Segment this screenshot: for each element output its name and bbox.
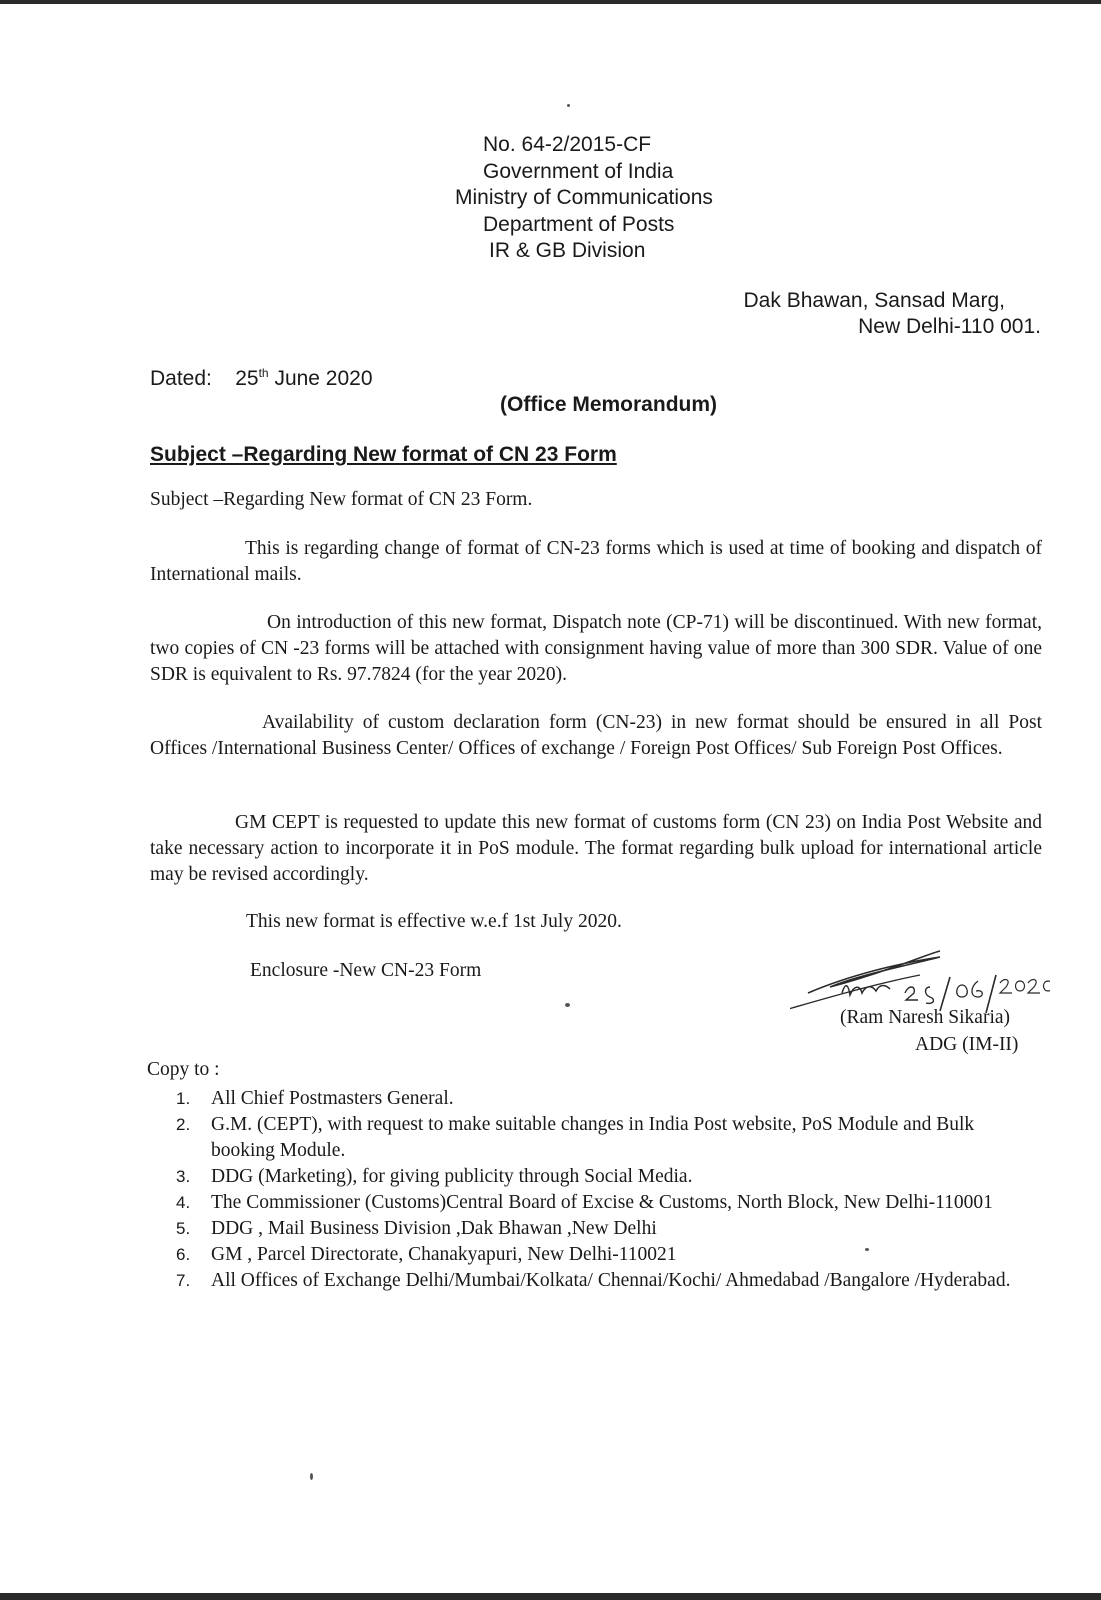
date-suffix: th [258,366,269,380]
copy-to-list [176,1086,1036,1294]
body-paragraph: Availability of custom declaration form (CN-23) in new format should be ensured in all Post Offices /International Business Center/ Offices of exchange / Foreign Post Offices/ Sub Foreign Post Offices. [150,712,1042,759]
subject-heading: Subject –Regarding New format of CN 23 Form [150,443,617,466]
scan-speck [567,104,570,107]
signatory-designation: ADG (IM-II) [915,1034,1019,1055]
division-line: IR & GB Division [489,239,646,262]
effective-date-note: This new format is effective w.e.f 1st July 2020. [246,911,622,932]
body-paragraph: GM CEPT is requested to update this new format of customs form (CN 23) on India Post Website and take necessary action to incorporate it in PoS module. The format regarding bulk upload for international article may be revised accordingly. [150,812,1042,885]
body-paragraph: This is regarding change of format of CN-23 forms which is used at time of booking and dispatch of International mails. [150,538,1042,585]
reference-number: No. 64-2/2015-CF [483,133,652,156]
ministry-line: Ministry of Communications [455,186,713,209]
date-day: 25 [235,367,259,390]
address-line-1: Dak Bhawan, Sansad Marg, [743,289,1005,312]
list-item-text: All Chief Postmasters General. [211,1088,454,1109]
list-item [176,1216,1036,1242]
list-item [176,1242,1036,1268]
department-line: Department of Posts [483,212,675,236]
date-month-year: June 2020 [274,367,373,390]
list-item-text: GM , Parcel Directorate, Chanakyapuri, New Delhi-110021 [211,1244,677,1265]
list-item [176,1190,1036,1216]
list-item-text: DDG (Marketing), for giving publicity through Social Media. [211,1166,693,1187]
list-item-number: 2. [176,1115,191,1134]
scan-border-bottom [0,1593,1101,1600]
enclosure-note: Enclosure -New CN-23 Form [250,960,482,981]
list-item-number: 3. [176,1167,191,1186]
copy-to-label: Copy to : [147,1059,220,1080]
list-item [176,1112,1036,1164]
memo-title: (Office Memorandum) [500,393,718,416]
office-address [735,288,1041,340]
subject-line: Subject –Regarding New format of CN 23 Form. [150,489,533,510]
list-item-text: The Commissioner (Customs)Central Board of Excise & Customs, North Block, New Delhi-110001 [211,1192,993,1213]
list-item-text: DDG , Mail Business Division ,Dak Bhawan ,New Delhi [211,1218,657,1239]
address-line-2: New Delhi-110 001. [858,315,1041,338]
list-item-text: G.M. (CEPT), with request to make suitable changes in India Post website, PoS Module and Bulk booking Module. [211,1114,975,1161]
government-line: Government of India [483,159,674,183]
list-item-number: 6. [176,1245,191,1264]
list-item-number: 7. [176,1271,191,1290]
body-paragraph: On introduction of this new format, Dispatch note (CP-71) will be discontinued. With new format, two copies of CN -23 forms will be attached with consignment having value of more than 300 SDR. Value of one SDR is equivalent to Rs. 97.7824 (for the year 2020). [150,612,1042,685]
list-item-number: 1. [176,1089,191,1108]
list-item [176,1086,1036,1112]
date-label: Dated: [150,367,212,390]
list-item [176,1268,1036,1294]
scan-speck [310,1473,313,1480]
scan-border-top [0,0,1101,4]
signatory-name: (Ram Naresh Sikaria) [840,1007,1011,1028]
scan-speck [565,1003,570,1007]
list-item-number: 5. [176,1219,191,1238]
letterhead [455,132,713,265]
memo-date [150,366,373,391]
list-item [176,1164,1036,1190]
list-item-text: All Offices of Exchange Delhi/Mumbai/Kolkata/ Chennai/Kochi/ Ahmedabad /Bangalore /Hyderabad. [211,1270,1011,1291]
list-item-number: 4. [176,1193,191,1212]
